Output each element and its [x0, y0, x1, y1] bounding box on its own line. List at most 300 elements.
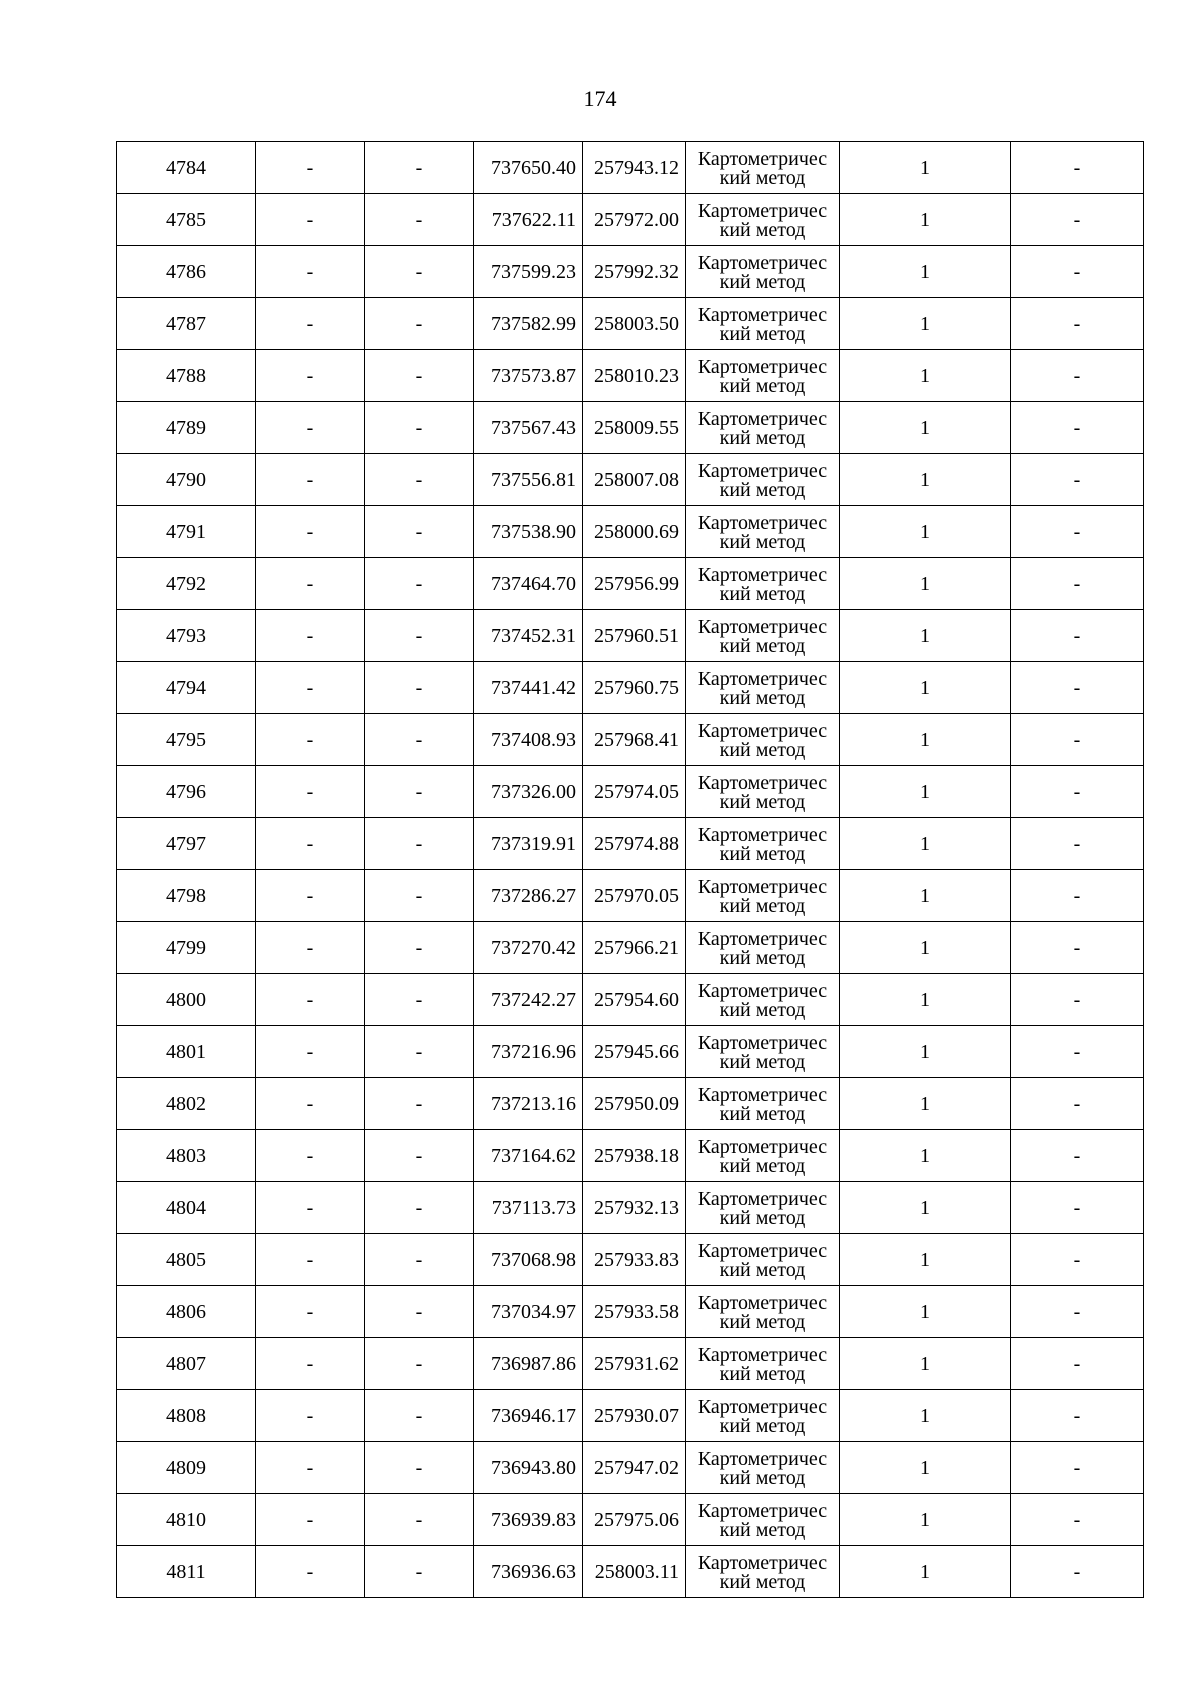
method-line-1: Картометричес	[697, 1499, 828, 1522]
accuracy-cell: 1	[840, 194, 1011, 246]
empty-cell: -	[1011, 558, 1144, 610]
empty-cell: -	[1011, 142, 1144, 194]
y-coordinate-cell: 258007.08	[583, 454, 686, 506]
x-coordinate-cell: 736939.83	[474, 1494, 583, 1546]
method-line-2: кий метод	[719, 1570, 806, 1593]
accuracy-cell: 1	[840, 766, 1011, 818]
x-coordinate-cell: 737464.70	[474, 558, 583, 610]
empty-cell: -	[365, 870, 474, 922]
table-row	[117, 246, 1144, 298]
empty-cell: -	[365, 1234, 474, 1286]
empty-cell: -	[1011, 1026, 1144, 1078]
point-number-cell: 4806	[117, 1286, 256, 1338]
empty-cell: -	[1011, 1182, 1144, 1234]
empty-cell: -	[1011, 610, 1144, 662]
method-cell	[686, 350, 840, 402]
empty-cell: -	[365, 1442, 474, 1494]
method-line-2: кий метод	[719, 1258, 806, 1281]
table-row	[117, 194, 1144, 246]
accuracy-cell: 1	[840, 974, 1011, 1026]
accuracy-cell: 1	[840, 1234, 1011, 1286]
method-line-1: Картометричес	[697, 1395, 828, 1418]
point-number-cell: 4796	[117, 766, 256, 818]
method-line-2: кий метод	[719, 842, 806, 865]
method-line-1: Картометричес	[697, 407, 828, 430]
table-row	[117, 974, 1144, 1026]
method-line-2: кий метод	[719, 1050, 806, 1073]
accuracy-cell: 1	[840, 1442, 1011, 1494]
empty-cell: -	[365, 1338, 474, 1390]
empty-cell: -	[365, 1182, 474, 1234]
empty-cell: -	[1011, 922, 1144, 974]
table-row	[117, 610, 1144, 662]
method-cell	[686, 454, 840, 506]
y-coordinate-cell: 257933.83	[583, 1234, 686, 1286]
empty-cell: -	[1011, 1130, 1144, 1182]
method-line-1: Картометричес	[697, 1083, 828, 1106]
empty-cell: -	[256, 1234, 365, 1286]
table-row	[117, 558, 1144, 610]
method-cell	[686, 506, 840, 558]
method-line-1: Картометричес	[697, 355, 828, 378]
method-line-2: кий метод	[719, 218, 806, 241]
method-cell	[686, 1494, 840, 1546]
accuracy-cell: 1	[840, 402, 1011, 454]
accuracy-cell: 1	[840, 610, 1011, 662]
empty-cell: -	[256, 1546, 365, 1598]
point-number-cell: 4805	[117, 1234, 256, 1286]
point-number-cell: 4788	[117, 350, 256, 402]
empty-cell: -	[256, 1442, 365, 1494]
method-line-1: Картометричес	[697, 615, 828, 638]
point-number-cell: 4789	[117, 402, 256, 454]
accuracy-cell: 1	[840, 1338, 1011, 1390]
method-line-2: кий метод	[719, 1102, 806, 1125]
method-line-2: кий метод	[719, 1206, 806, 1229]
empty-cell: -	[365, 1286, 474, 1338]
method-line-2: кий метод	[719, 894, 806, 917]
method-line-2: кий метод	[719, 270, 806, 293]
empty-cell: -	[256, 350, 365, 402]
x-coordinate-cell: 736946.17	[474, 1390, 583, 1442]
accuracy-cell: 1	[840, 1026, 1011, 1078]
x-coordinate-cell: 737622.11	[474, 194, 583, 246]
x-coordinate-cell: 737567.43	[474, 402, 583, 454]
point-number-cell: 4793	[117, 610, 256, 662]
empty-cell: -	[256, 246, 365, 298]
x-coordinate-cell: 737113.73	[474, 1182, 583, 1234]
y-coordinate-cell: 257972.00	[583, 194, 686, 246]
point-number-cell: 4797	[117, 818, 256, 870]
method-cell	[686, 1026, 840, 1078]
empty-cell: -	[256, 506, 365, 558]
x-coordinate-cell: 737213.16	[474, 1078, 583, 1130]
method-line-1: Картометричес	[697, 511, 828, 534]
y-coordinate-cell: 258009.55	[583, 402, 686, 454]
y-coordinate-cell: 257974.05	[583, 766, 686, 818]
empty-cell: -	[365, 1078, 474, 1130]
empty-cell: -	[365, 142, 474, 194]
empty-cell: -	[365, 246, 474, 298]
empty-cell: -	[256, 402, 365, 454]
x-coordinate-cell: 737573.87	[474, 350, 583, 402]
empty-cell: -	[256, 1078, 365, 1130]
method-line-2: кий метод	[719, 738, 806, 761]
point-number-cell: 4811	[117, 1546, 256, 1598]
method-line-1: Картометричес	[697, 875, 828, 898]
empty-cell: -	[256, 662, 365, 714]
empty-cell: -	[256, 766, 365, 818]
x-coordinate-cell: 737650.40	[474, 142, 583, 194]
table-row	[117, 662, 1144, 714]
method-cell	[686, 402, 840, 454]
point-number-cell: 4791	[117, 506, 256, 558]
empty-cell: -	[365, 1494, 474, 1546]
x-coordinate-cell: 737242.27	[474, 974, 583, 1026]
empty-cell: -	[365, 766, 474, 818]
y-coordinate-cell: 257945.66	[583, 1026, 686, 1078]
empty-cell: -	[1011, 506, 1144, 558]
empty-cell: -	[1011, 402, 1144, 454]
accuracy-cell: 1	[840, 870, 1011, 922]
empty-cell: -	[365, 506, 474, 558]
empty-cell: -	[256, 610, 365, 662]
method-line-2: кий метод	[719, 1518, 806, 1541]
y-coordinate-cell: 257938.18	[583, 1130, 686, 1182]
accuracy-cell: 1	[840, 506, 1011, 558]
empty-cell: -	[256, 558, 365, 610]
method-line-1: Картометричес	[697, 251, 828, 274]
coordinates-table	[116, 141, 1144, 1598]
method-line-1: Картометричес	[697, 979, 828, 1002]
method-line-1: Картометричес	[697, 1135, 828, 1158]
table-row	[117, 1026, 1144, 1078]
x-coordinate-cell: 737068.98	[474, 1234, 583, 1286]
method-line-1: Картометричес	[697, 1239, 828, 1262]
method-cell	[686, 1078, 840, 1130]
table-row	[117, 766, 1144, 818]
method-line-1: Картометричес	[697, 1187, 828, 1210]
accuracy-cell: 1	[840, 350, 1011, 402]
method-cell	[686, 1130, 840, 1182]
y-coordinate-cell: 257933.58	[583, 1286, 686, 1338]
method-line-2: кий метод	[719, 1154, 806, 1177]
empty-cell: -	[1011, 1338, 1144, 1390]
empty-cell: -	[256, 298, 365, 350]
empty-cell: -	[1011, 818, 1144, 870]
method-line-2: кий метод	[719, 790, 806, 813]
x-coordinate-cell: 736943.80	[474, 1442, 583, 1494]
y-coordinate-cell: 258010.23	[583, 350, 686, 402]
x-coordinate-cell: 737538.90	[474, 506, 583, 558]
method-line-2: кий метод	[719, 686, 806, 709]
point-number-cell: 4800	[117, 974, 256, 1026]
empty-cell: -	[1011, 974, 1144, 1026]
method-line-2: кий метод	[719, 1310, 806, 1333]
table-row	[117, 402, 1144, 454]
method-cell	[686, 1338, 840, 1390]
table-row	[117, 1234, 1144, 1286]
table-row	[117, 1546, 1144, 1598]
method-cell	[686, 714, 840, 766]
method-line-1: Картометричес	[697, 563, 828, 586]
table-row	[117, 818, 1144, 870]
empty-cell: -	[1011, 1390, 1144, 1442]
accuracy-cell: 1	[840, 454, 1011, 506]
method-cell	[686, 1390, 840, 1442]
method-line-2: кий метод	[719, 946, 806, 969]
point-number-cell: 4785	[117, 194, 256, 246]
table-row	[117, 1130, 1144, 1182]
x-coordinate-cell: 737599.23	[474, 246, 583, 298]
y-coordinate-cell: 257960.75	[583, 662, 686, 714]
empty-cell: -	[1011, 298, 1144, 350]
point-number-cell: 4786	[117, 246, 256, 298]
point-number-cell: 4807	[117, 1338, 256, 1390]
method-line-2: кий метод	[719, 998, 806, 1021]
table-body	[117, 142, 1144, 1598]
method-cell	[686, 1182, 840, 1234]
method-cell	[686, 818, 840, 870]
empty-cell: -	[256, 870, 365, 922]
method-line-2: кий метод	[719, 478, 806, 501]
table-row	[117, 142, 1144, 194]
y-coordinate-cell: 258003.50	[583, 298, 686, 350]
accuracy-cell: 1	[840, 1078, 1011, 1130]
method-line-1: Картометричес	[697, 719, 828, 742]
y-coordinate-cell: 258000.69	[583, 506, 686, 558]
method-cell	[686, 1546, 840, 1598]
method-line-2: кий метод	[719, 1466, 806, 1489]
accuracy-cell: 1	[840, 1546, 1011, 1598]
method-cell	[686, 766, 840, 818]
accuracy-cell: 1	[840, 922, 1011, 974]
y-coordinate-cell: 257956.99	[583, 558, 686, 610]
table-row	[117, 506, 1144, 558]
table-row	[117, 454, 1144, 506]
x-coordinate-cell: 737326.00	[474, 766, 583, 818]
y-coordinate-cell: 257975.06	[583, 1494, 686, 1546]
empty-cell: -	[1011, 350, 1144, 402]
table-row	[117, 1494, 1144, 1546]
point-number-cell: 4801	[117, 1026, 256, 1078]
table-row	[117, 1286, 1144, 1338]
empty-cell: -	[256, 1130, 365, 1182]
x-coordinate-cell: 737034.97	[474, 1286, 583, 1338]
x-coordinate-cell: 737286.27	[474, 870, 583, 922]
empty-cell: -	[365, 454, 474, 506]
empty-cell: -	[1011, 454, 1144, 506]
empty-cell: -	[256, 1026, 365, 1078]
x-coordinate-cell: 736936.63	[474, 1546, 583, 1598]
method-cell	[686, 142, 840, 194]
empty-cell: -	[1011, 1078, 1144, 1130]
y-coordinate-cell: 257960.51	[583, 610, 686, 662]
empty-cell: -	[365, 1026, 474, 1078]
empty-cell: -	[1011, 662, 1144, 714]
empty-cell: -	[256, 714, 365, 766]
point-number-cell: 4804	[117, 1182, 256, 1234]
table-row	[117, 714, 1144, 766]
accuracy-cell: 1	[840, 662, 1011, 714]
method-cell	[686, 610, 840, 662]
point-number-cell: 4795	[117, 714, 256, 766]
accuracy-cell: 1	[840, 714, 1011, 766]
method-line-1: Картометричес	[697, 667, 828, 690]
point-number-cell: 4787	[117, 298, 256, 350]
point-number-cell: 4792	[117, 558, 256, 610]
x-coordinate-cell: 737452.31	[474, 610, 583, 662]
empty-cell: -	[365, 402, 474, 454]
y-coordinate-cell: 257943.12	[583, 142, 686, 194]
empty-cell: -	[365, 1390, 474, 1442]
empty-cell: -	[1011, 1442, 1144, 1494]
method-line-1: Картометричес	[697, 1343, 828, 1366]
empty-cell: -	[256, 1182, 365, 1234]
point-number-cell: 4810	[117, 1494, 256, 1546]
x-coordinate-cell: 737270.42	[474, 922, 583, 974]
point-number-cell: 4799	[117, 922, 256, 974]
empty-cell: -	[365, 1130, 474, 1182]
x-coordinate-cell: 737556.81	[474, 454, 583, 506]
method-line-1: Картометричес	[697, 927, 828, 950]
x-coordinate-cell: 737216.96	[474, 1026, 583, 1078]
method-cell	[686, 870, 840, 922]
method-line-1: Картометричес	[697, 823, 828, 846]
table-row	[117, 1078, 1144, 1130]
accuracy-cell: 1	[840, 1286, 1011, 1338]
table-row	[117, 1390, 1144, 1442]
empty-cell: -	[1011, 870, 1144, 922]
method-line-2: кий метод	[719, 426, 806, 449]
table-row	[117, 922, 1144, 974]
table-row	[117, 870, 1144, 922]
accuracy-cell: 1	[840, 1130, 1011, 1182]
accuracy-cell: 1	[840, 298, 1011, 350]
y-coordinate-cell: 258003.11	[583, 1546, 686, 1598]
y-coordinate-cell: 257954.60	[583, 974, 686, 1026]
empty-cell: -	[1011, 194, 1144, 246]
y-coordinate-cell: 257968.41	[583, 714, 686, 766]
y-coordinate-cell: 257992.32	[583, 246, 686, 298]
empty-cell: -	[1011, 246, 1144, 298]
x-coordinate-cell: 737441.42	[474, 662, 583, 714]
y-coordinate-cell: 257932.13	[583, 1182, 686, 1234]
y-coordinate-cell: 257950.09	[583, 1078, 686, 1130]
empty-cell: -	[1011, 1494, 1144, 1546]
method-cell	[686, 246, 840, 298]
x-coordinate-cell: 737408.93	[474, 714, 583, 766]
empty-cell: -	[365, 818, 474, 870]
table-row	[117, 1182, 1144, 1234]
empty-cell: -	[1011, 1286, 1144, 1338]
method-cell	[686, 298, 840, 350]
page-number: 174	[583, 86, 617, 111]
point-number-cell: 4798	[117, 870, 256, 922]
accuracy-cell: 1	[840, 1390, 1011, 1442]
y-coordinate-cell: 257930.07	[583, 1390, 686, 1442]
accuracy-cell: 1	[840, 142, 1011, 194]
empty-cell: -	[365, 714, 474, 766]
empty-cell: -	[365, 922, 474, 974]
method-line-2: кий метод	[719, 582, 806, 605]
empty-cell: -	[365, 350, 474, 402]
empty-cell: -	[365, 194, 474, 246]
method-line-1: Картометричес	[697, 303, 828, 326]
table-row	[117, 298, 1144, 350]
empty-cell: -	[256, 1494, 365, 1546]
x-coordinate-cell: 737582.99	[474, 298, 583, 350]
method-cell	[686, 1234, 840, 1286]
empty-cell: -	[1011, 1546, 1144, 1598]
method-line-2: кий метод	[719, 374, 806, 397]
method-line-1: Картометричес	[697, 1447, 828, 1470]
method-line-1: Картометричес	[697, 147, 828, 170]
method-line-1: Картометричес	[697, 459, 828, 482]
method-line-1: Картометричес	[697, 199, 828, 222]
method-line-2: кий метод	[719, 530, 806, 553]
empty-cell: -	[256, 142, 365, 194]
point-number-cell: 4809	[117, 1442, 256, 1494]
empty-cell: -	[256, 922, 365, 974]
accuracy-cell: 1	[840, 1494, 1011, 1546]
empty-cell: -	[365, 1546, 474, 1598]
empty-cell: -	[365, 298, 474, 350]
point-number-cell: 4802	[117, 1078, 256, 1130]
empty-cell: -	[365, 662, 474, 714]
empty-cell: -	[256, 974, 365, 1026]
table-row	[117, 1338, 1144, 1390]
point-number-cell: 4808	[117, 1390, 256, 1442]
empty-cell: -	[256, 1338, 365, 1390]
point-number-cell: 4790	[117, 454, 256, 506]
empty-cell: -	[256, 818, 365, 870]
empty-cell: -	[1011, 766, 1144, 818]
table-row	[117, 350, 1144, 402]
method-line-1: Картометричес	[697, 771, 828, 794]
method-line-2: кий метод	[719, 322, 806, 345]
method-cell	[686, 194, 840, 246]
table-row	[117, 1442, 1144, 1494]
accuracy-cell: 1	[840, 818, 1011, 870]
method-line-2: кий метод	[719, 634, 806, 657]
empty-cell: -	[256, 1286, 365, 1338]
point-number-cell: 4803	[117, 1130, 256, 1182]
empty-cell: -	[365, 974, 474, 1026]
y-coordinate-cell: 257947.02	[583, 1442, 686, 1494]
empty-cell: -	[1011, 714, 1144, 766]
x-coordinate-cell: 737164.62	[474, 1130, 583, 1182]
x-coordinate-cell: 736987.86	[474, 1338, 583, 1390]
method-cell	[686, 922, 840, 974]
method-line-2: кий метод	[719, 1414, 806, 1437]
empty-cell: -	[256, 194, 365, 246]
method-line-1: Картометричес	[697, 1031, 828, 1054]
y-coordinate-cell: 257970.05	[583, 870, 686, 922]
method-cell	[686, 558, 840, 610]
y-coordinate-cell: 257931.62	[583, 1338, 686, 1390]
empty-cell: -	[365, 610, 474, 662]
method-cell	[686, 974, 840, 1026]
x-coordinate-cell: 737319.91	[474, 818, 583, 870]
accuracy-cell: 1	[840, 246, 1011, 298]
y-coordinate-cell: 257966.21	[583, 922, 686, 974]
empty-cell: -	[256, 1390, 365, 1442]
accuracy-cell: 1	[840, 558, 1011, 610]
empty-cell: -	[1011, 1234, 1144, 1286]
y-coordinate-cell: 257974.88	[583, 818, 686, 870]
method-cell	[686, 1286, 840, 1338]
